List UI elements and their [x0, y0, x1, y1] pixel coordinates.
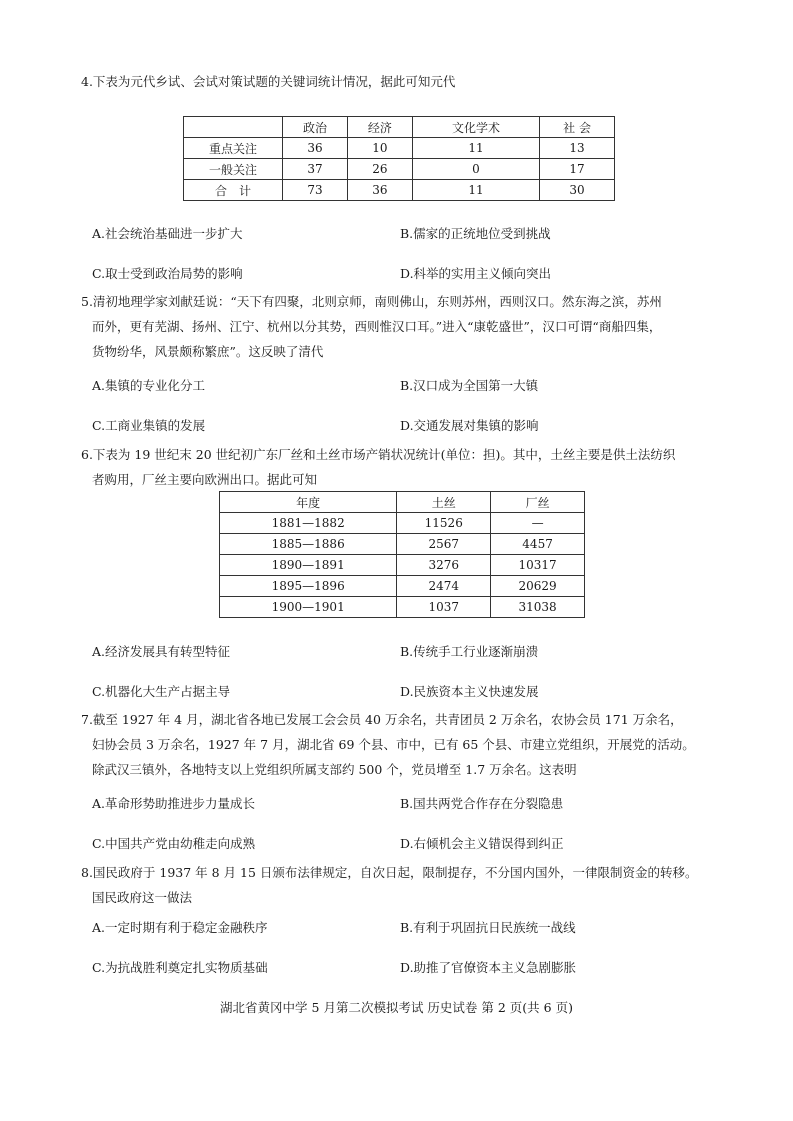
question-8-options-row-1 — [92, 918, 712, 938]
option-c[interactable]: C.取士受到政治局势的影响 — [92, 266, 243, 281]
question-6-options-row-2 — [92, 682, 712, 702]
table-cell: 31038 — [491, 597, 585, 618]
option-c[interactable]: C.机器化大生产占据主导 — [92, 684, 231, 699]
table-header-row — [184, 117, 615, 138]
question-7-stem-line: 除武汉三镇外，各地特支以上党组织所属支部约 500 个，党员增至 1.7 万余名。这表明 — [92, 762, 577, 777]
question-5-options-row-1 — [92, 376, 712, 396]
question-7-options-row-2 — [92, 834, 712, 854]
table-header-row — [220, 492, 585, 513]
table-cell: 1890—1891 — [220, 555, 397, 576]
table-cell: 11 — [412, 138, 539, 159]
question-7-stem-line: 7.截至 1927 年 4 月，湖北省各地已发展工会会员 40 万余名，共青团员 2 万余名，农协会员 171 万余名， — [81, 712, 683, 727]
table-row — [220, 597, 585, 618]
question-6-table — [219, 491, 585, 618]
question-6-stem-line: 者购用，厂丝主要向欧洲出口。据此可知 — [92, 472, 318, 487]
option-b[interactable]: B.传统手工行业逐渐崩溃 — [400, 644, 539, 659]
option-b[interactable]: B.国共两党合作存在分裂隐患 — [400, 796, 564, 811]
table-cell: 37 — [283, 159, 348, 180]
question-4-stem: 4.下表为元代乡试、会试对策试题的关键词统计情况，据此可知元代 — [81, 74, 456, 89]
table-row — [220, 576, 585, 597]
question-4-table — [183, 116, 615, 201]
table-row — [184, 180, 615, 201]
question-5-stem-line: 5.清初地理学家刘献廷说：“天下有四聚，北则京师，南则佛山，东则苏州，西则汉口。然东海之滨，苏州 — [81, 294, 662, 309]
question-5 — [81, 289, 721, 364]
table-cell: 1881—1882 — [220, 513, 397, 534]
table-cell: 重点关注 — [184, 138, 283, 159]
option-d[interactable]: D.民族资本主义快速发展 — [400, 684, 539, 699]
question-4-options-row-1 — [92, 224, 712, 244]
question-8-stem-line: 8.国民政府于 1937 年 8 月 15 日颁布法律规定，自次日起，限制提存，不分国内国外，一律限制资金的转移。 — [81, 865, 698, 880]
table-header-cell — [184, 117, 283, 138]
table-header-cell: 厂丝 — [491, 492, 585, 513]
option-d[interactable]: D.科举的实用主义倾向突出 — [400, 266, 552, 281]
table-cell: 3276 — [397, 555, 491, 576]
table-row — [220, 555, 585, 576]
table-cell: 26 — [347, 159, 412, 180]
question-6 — [81, 442, 721, 492]
option-b[interactable]: B.汉口成为全国第一大镇 — [400, 378, 539, 393]
table-cell: 36 — [347, 180, 412, 201]
table-row — [184, 159, 615, 180]
table-cell: 1900—1901 — [220, 597, 397, 618]
question-6-stem-line: 6.下表为 19 世纪末 20 世纪初广东厂丝和土丝市场产销状况统计(单位：担)。其中，土丝主要是供土法纺织 — [81, 447, 676, 462]
option-b[interactable]: B.有利于巩固抗日民族统一战线 — [400, 920, 576, 935]
table-cell: 11526 — [397, 513, 491, 534]
table-cell: 合 计 — [184, 180, 283, 201]
table-cell: — — [491, 513, 585, 534]
table-header-cell: 社 会 — [540, 117, 615, 138]
option-a[interactable]: A.革命形势助推进步力量成长 — [92, 796, 256, 811]
table-cell: 10317 — [491, 555, 585, 576]
table-cell: 20629 — [491, 576, 585, 597]
question-7-options-row-1 — [92, 794, 712, 814]
option-a[interactable]: A.社会统治基础进一步扩大 — [92, 226, 243, 241]
table-cell: 13 — [540, 138, 615, 159]
option-d[interactable]: D.助推了官僚资本主义急剧膨胀 — [400, 960, 577, 975]
question-8-options-row-2 — [92, 958, 712, 978]
question-8-stem-line: 国民政府这一做法 — [92, 890, 193, 905]
question-8 — [81, 860, 721, 910]
table-cell: 1895—1896 — [220, 576, 397, 597]
table-row — [220, 534, 585, 555]
table-row — [220, 513, 585, 534]
option-a[interactable]: A.集镇的专业化分工 — [92, 378, 206, 393]
question-5-options-row-2 — [92, 416, 712, 436]
table-cell: 30 — [540, 180, 615, 201]
table-header-cell: 文化学术 — [412, 117, 539, 138]
table-cell: 一般关注 — [184, 159, 283, 180]
table-header-cell: 年度 — [220, 492, 397, 513]
table-cell: 2567 — [397, 534, 491, 555]
table-cell: 1037 — [397, 597, 491, 618]
table-header-cell: 政治 — [283, 117, 348, 138]
table-row — [184, 138, 615, 159]
table-cell: 36 — [283, 138, 348, 159]
question-6-options-row-1 — [92, 642, 712, 662]
question-7-stem-line: 妇协会员 3 万余名，1927 年 7 月，湖北省 69 个县、市中，已有 65 个县、市建立党组织，开展党的活动。 — [92, 737, 695, 752]
option-a[interactable]: A.一定时期有利于稳定金融秩序 — [92, 920, 268, 935]
page-footer: 湖北省黄冈中学 5 月第二次模拟考试 历史试卷 第 2 页(共 6 页) — [220, 1000, 573, 1015]
option-a[interactable]: A.经济发展具有转型特征 — [92, 644, 231, 659]
question-7 — [81, 707, 721, 782]
question-5-stem-line: 而外，更有芜湖、扬州、江宁、杭州以分其势，西则惟汉口耳。”进入“康乾盛世”，汉口可谓“商船四集， — [92, 319, 662, 334]
table-cell: 17 — [540, 159, 615, 180]
option-c[interactable]: C.工商业集镇的发展 — [92, 418, 206, 433]
table-cell: 2474 — [397, 576, 491, 597]
table-cell: 4457 — [491, 534, 585, 555]
table-cell: 0 — [412, 159, 539, 180]
option-d[interactable]: D.交通发展对集镇的影响 — [400, 418, 539, 433]
option-c[interactable]: C.为抗战胜利奠定扎实物质基础 — [92, 960, 268, 975]
question-4-options-row-2 — [92, 264, 712, 284]
table-cell: 73 — [283, 180, 348, 201]
table-cell: 10 — [347, 138, 412, 159]
question-4 — [81, 69, 721, 94]
table-cell: 1885—1886 — [220, 534, 397, 555]
question-5-stem-line: 货物纷华，风景颇称繁庶”。这反映了清代 — [92, 344, 324, 359]
option-d[interactable]: D.右倾机会主义错误得到纠正 — [400, 836, 564, 851]
table-header-cell: 经济 — [347, 117, 412, 138]
option-b[interactable]: B.儒家的正统地位受到挑战 — [400, 226, 551, 241]
table-header-cell: 土丝 — [397, 492, 491, 513]
option-c[interactable]: C.中国共产党由幼稚走向成熟 — [92, 836, 256, 851]
table-cell: 11 — [412, 180, 539, 201]
